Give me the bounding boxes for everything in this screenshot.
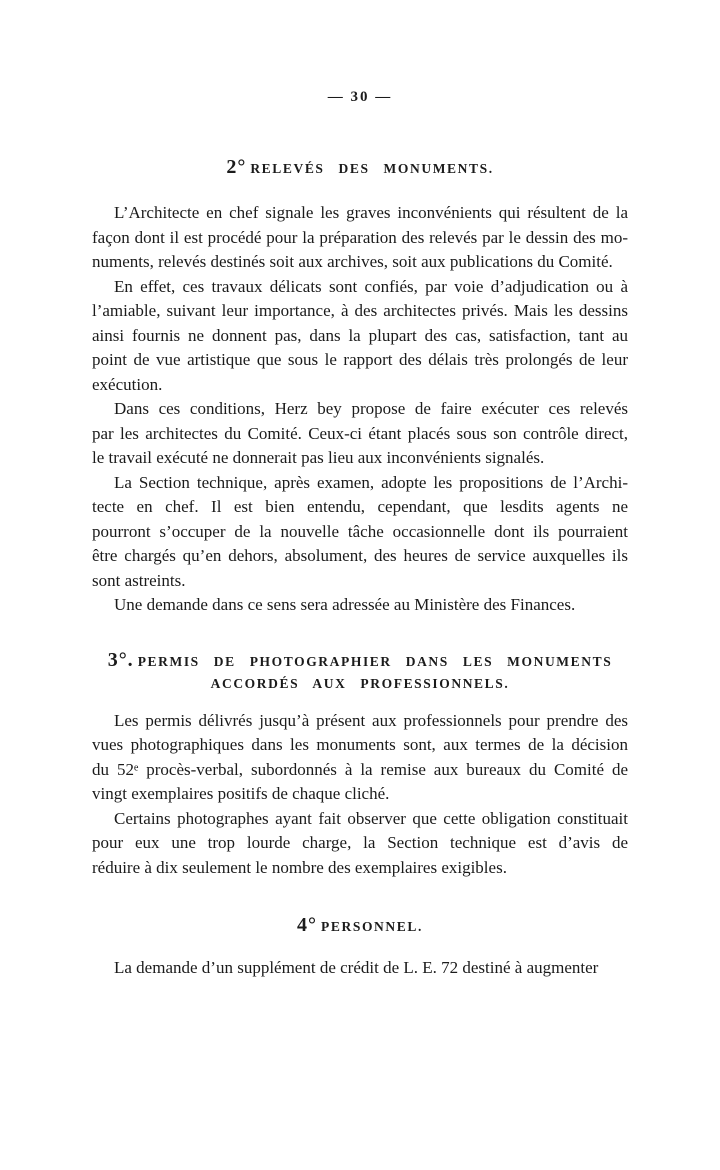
paragraph <box>92 275 628 398</box>
text-line: En effet, ces travaux délicats sont confiés, par voie d’adjudication ou à <box>114 276 628 296</box>
text-line: Dans ces conditions, Herz bey propose de faire exécuter ces relevés <box>114 399 628 418</box>
text-line: Certains photographes ayant fait observer que cette obligation constituait <box>114 808 628 828</box>
paragraph <box>92 956 628 981</box>
text-line: vues photographiques dans les monuments sont, aux termes de la décision <box>92 735 628 754</box>
section-heading-permis <box>92 649 628 695</box>
section-number: 4° <box>297 914 318 936</box>
section-title: PERSONNEL. <box>321 919 423 934</box>
text-line: par les architectes du Comité. Ceux-ci étant placés sous son contrôle direct, <box>92 423 628 443</box>
text-line: tecte en chef. Il est bien entendu, cependant, que lesdits agents ne <box>92 497 628 516</box>
text-line: pourront s’occuper de la nouvelle tâche occasionnelle dont ils pourraient <box>92 521 628 541</box>
paragraph <box>92 709 628 807</box>
text-line: point de vue artistique que sous le rapport des délais très prolongés de leur <box>92 350 628 369</box>
section-heading-personnel <box>92 913 628 939</box>
text-line: L’Architecte en chef signale les graves inconvénients qui résultent de la <box>114 203 628 222</box>
section-title: RELEVÉS DES MONUMENTS. <box>250 161 494 176</box>
section-number: 2° <box>226 156 247 178</box>
text-line: être chargés qu’en dehors, absolument, des heures de service auxquelles ils <box>92 546 628 565</box>
text-line: façon dont il est procédé pour la préparation des relevés par le dessin des mo- <box>92 227 628 247</box>
page-number: — 30 — <box>327 89 393 105</box>
paragraph <box>92 201 628 275</box>
text-line: La Section technique, après examen, adopte les propositions de l’Archi- <box>114 472 628 492</box>
text-line: ainsi fournis ne donnent pas, dans la plupart des cas, satisfaction, tant au <box>92 325 628 345</box>
text-line: exécution. <box>92 374 163 394</box>
text-line: du 52ᵉ procès-verbal, subordonnés à la remise aux bureaux du Comité de <box>92 759 628 779</box>
text-line: réduire à dix seulement le nombre des exemplaires exigibles. <box>92 857 507 877</box>
text-line: l’amiable, suivant leur importance, à des architectes privés. Mais les dessins <box>92 301 628 320</box>
document-page <box>0 88 720 1170</box>
text-line: sont astreints. <box>92 570 186 590</box>
section-title: PERMIS DE PHOTOGRAPHIER DANS LES MONUMENTS <box>137 653 613 669</box>
text-line: Les permis délivrés jusqu’à présent aux professionnels pour prendre des <box>114 710 628 730</box>
paragraph <box>92 471 628 594</box>
text-line: numents, relevés destinés soit aux archives, soit aux publications du Comité. <box>92 252 613 271</box>
text-line: le travail exécuté ne donnerait pas lieu aux inconvénients signalés. <box>92 448 545 467</box>
page-content <box>92 155 628 981</box>
section-title-line2: ACCORDÉS AUX PROFESSIONNELS. <box>210 675 510 691</box>
text-line: La demande d’un supplément de crédit de L. E. 72 destiné à augmenter <box>114 958 599 977</box>
paragraph <box>92 807 628 881</box>
paragraph <box>92 397 628 471</box>
paragraph <box>92 593 628 618</box>
section-number: 3°. <box>107 648 134 671</box>
section-heading-releves <box>92 155 628 181</box>
text-line: vingt exemplaires positifs de chaque cliché. <box>92 784 390 803</box>
text-line: Une demande dans ce sens sera adressée au Ministère des Finances. <box>114 595 576 614</box>
text-line: pour eux une trop lourde charge, la Section technique est d’avis de <box>92 833 628 852</box>
section-heading-line1 <box>92 649 628 673</box>
